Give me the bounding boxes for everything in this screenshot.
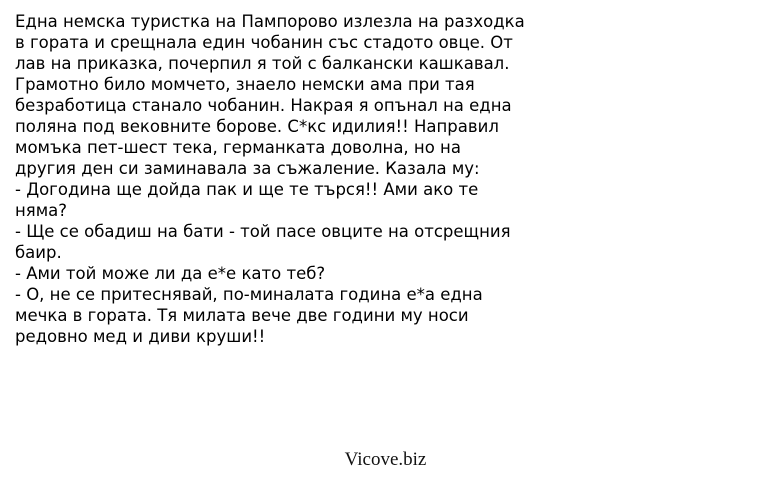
- joke-line: няма?: [15, 201, 68, 220]
- joke-line: Грамотно било момчето, знаело немски ама при тая: [15, 75, 475, 94]
- joke-line: мечка в гората. Тя милата вече две години му носи: [15, 306, 469, 325]
- site-watermark: Vicove.biz: [344, 449, 427, 470]
- joke-line: редовно мед и диви круши!!: [15, 327, 266, 346]
- joke-line: момъка пет-шест тека, германката доволна, но на: [15, 138, 461, 157]
- joke-line: - Догодина ще дойда пак и ще те търся!! Ами ако те: [15, 180, 479, 199]
- joke-line: другия ден си заминавала за съжаление. Казала му:: [15, 159, 480, 178]
- joke-line: в гората и срещнала един чобанин със стадото овце. От: [15, 33, 513, 52]
- joke-line: баир.: [15, 243, 62, 262]
- joke-line: Една немска туристка на Пампорово излезла на разходка: [15, 12, 525, 31]
- joke-line: поляна под вековните борове. С*кс идилия!! Направил: [15, 117, 499, 136]
- joke-line: - Ами той може ли да е*е като теб?: [15, 264, 326, 283]
- joke-line: лав на приказка, почерпил я той с балкански кашкавал.: [15, 54, 510, 73]
- joke-line: безработица станало чобанин. Накрая я опънал на една: [15, 96, 512, 115]
- joke-line: - Ще се обадиш на бати - той пасе овците на отсрещния: [15, 222, 511, 241]
- joke-line: - О, не се притеснявай, по-миналата година е*а една: [15, 285, 483, 304]
- joke-text: [15, 11, 615, 347]
